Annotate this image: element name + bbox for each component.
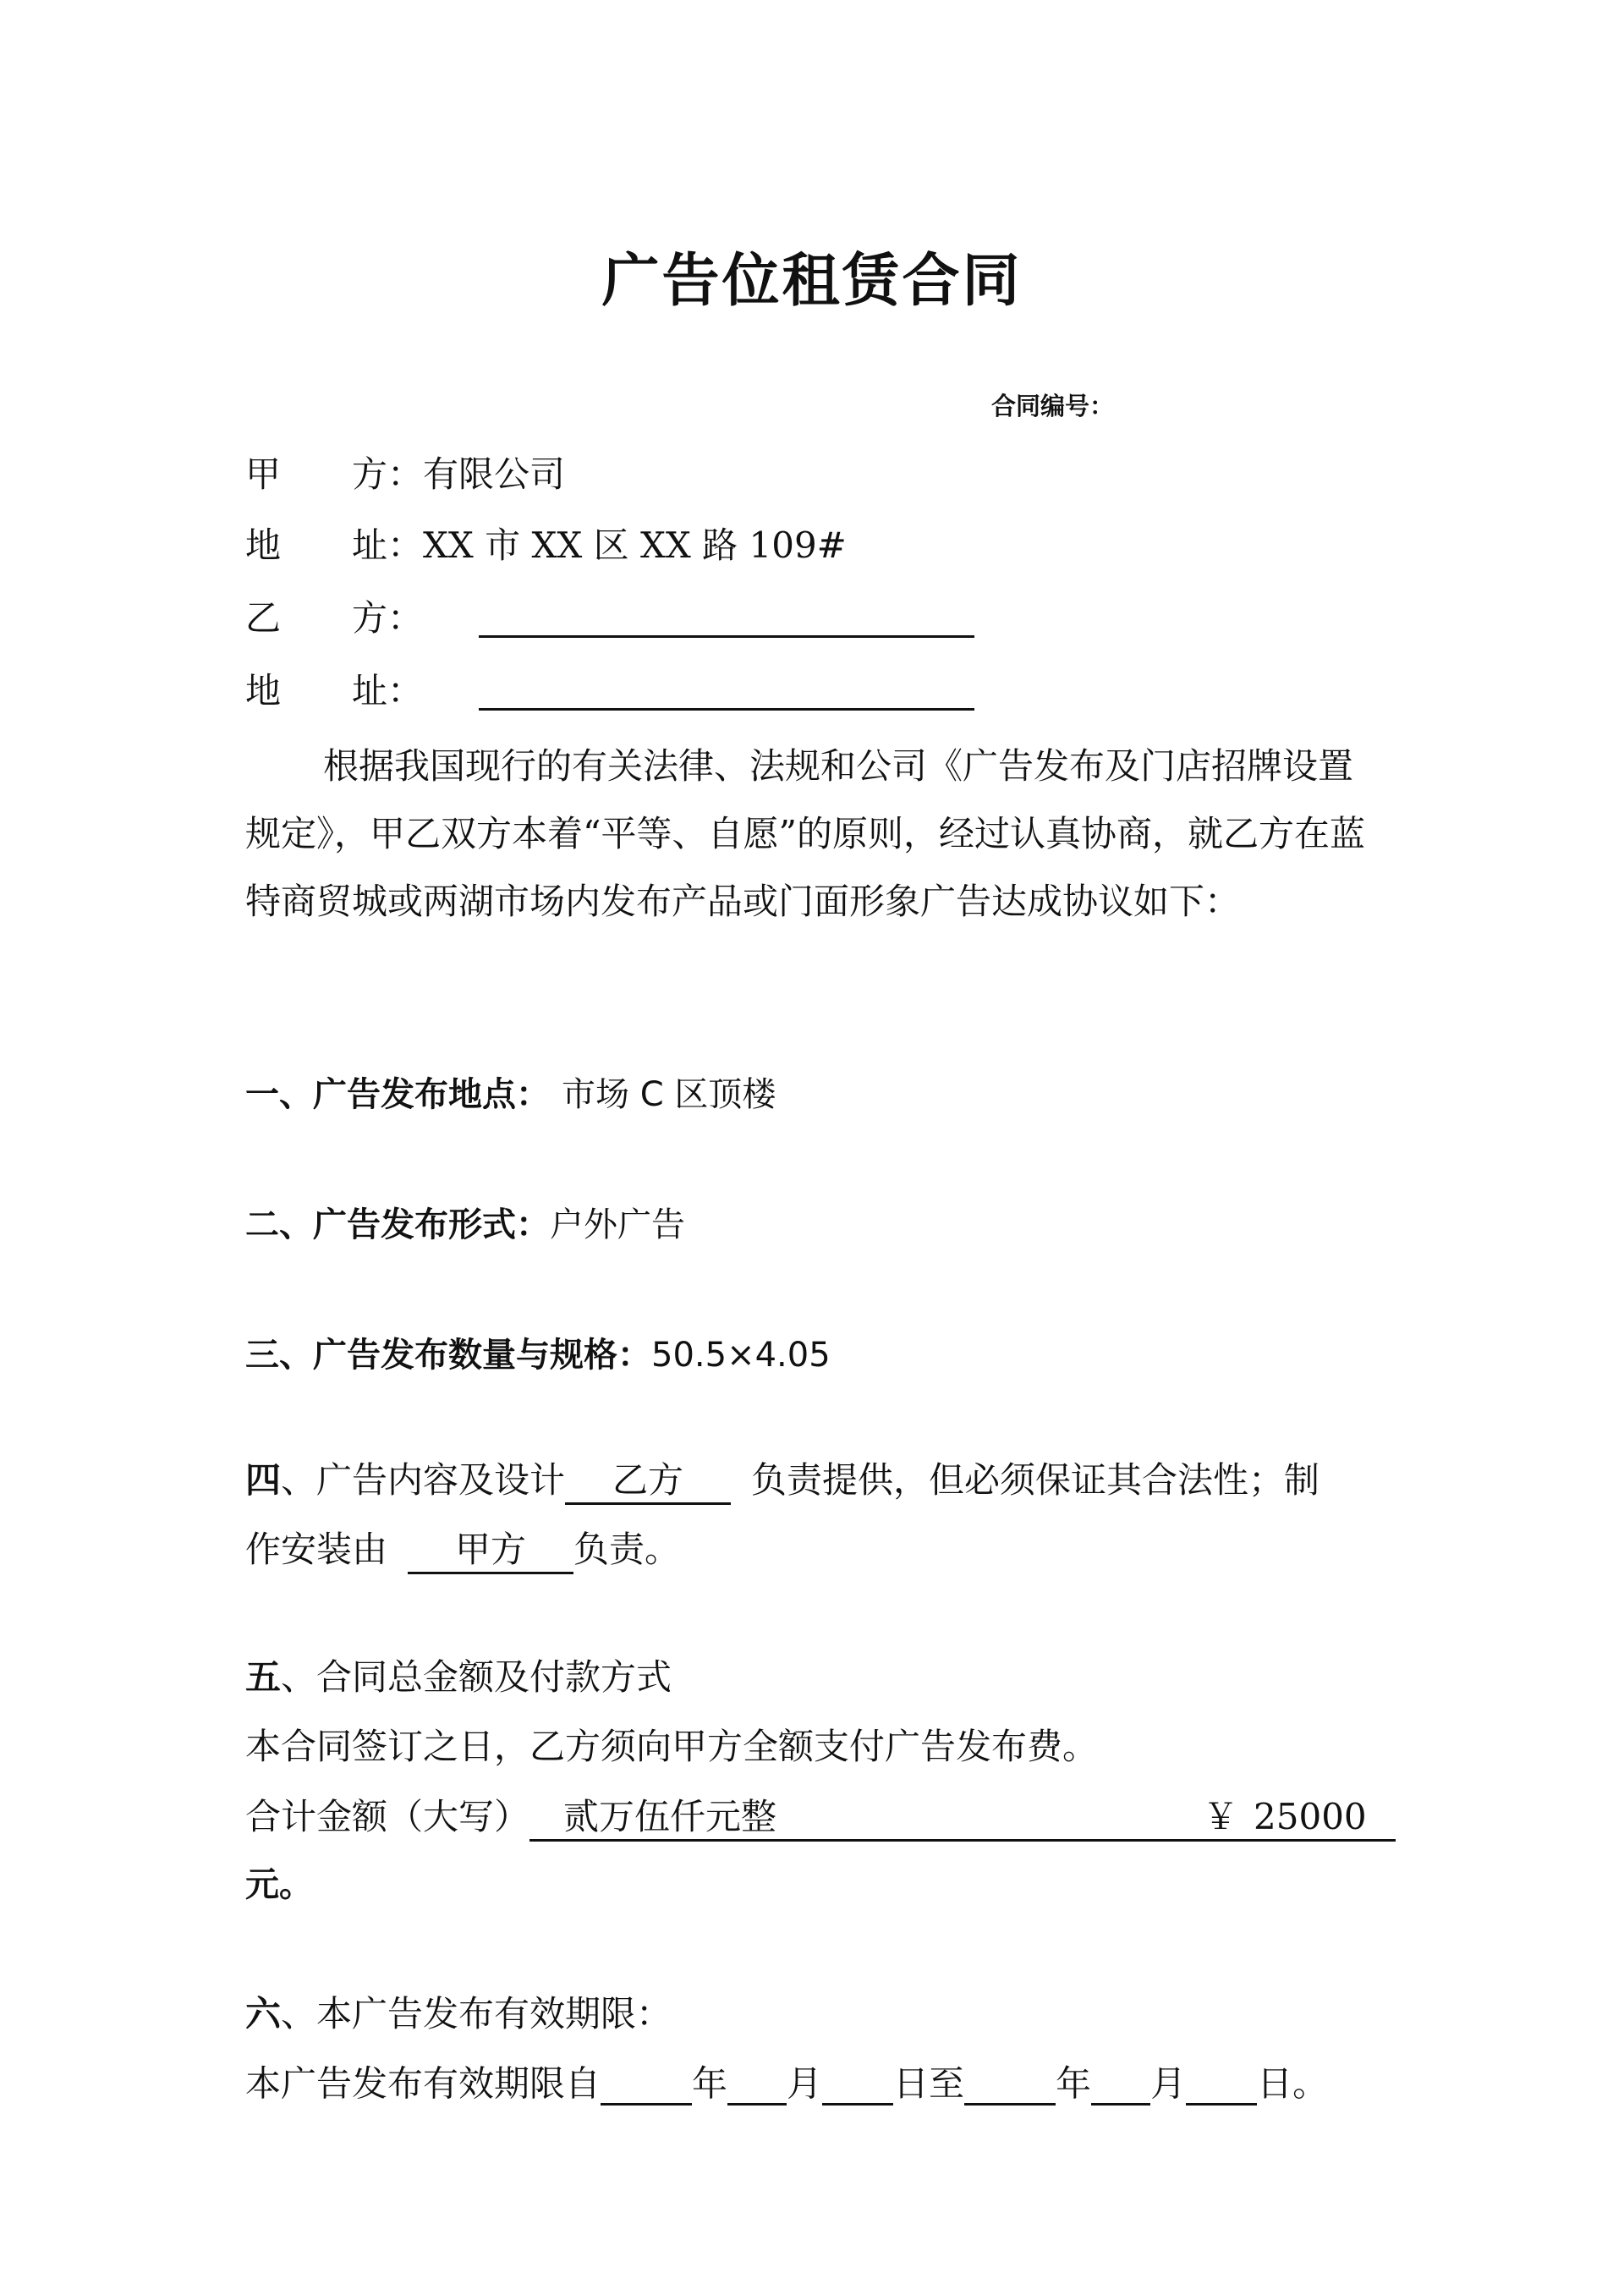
address-a-row (245, 524, 847, 567)
address-b-label: 地 址： (245, 670, 424, 711)
clause-1 (245, 1068, 776, 1116)
clause-6-heading (245, 1993, 672, 2035)
clause-4-install-party: 甲方 (408, 1528, 573, 1574)
clause-5-total-row (245, 1795, 1396, 1842)
start-month-label: 月 (787, 2062, 823, 2105)
intro-paragraph: 根据我国现行的有关法律、法规和公司《广告发布及门店招牌设置规定》，甲乙双方本着“平等、自愿”的原则，经过认真协商，就乙方在蓝特商贸城或两湖市场内发布产品或门面形象广告达成协议如下： (245, 745, 1365, 922)
clause-4-text-b: 负责提供，但必须保证其合法性；制 (751, 1459, 1320, 1501)
party-b-row (245, 597, 423, 640)
clause-5-total-words: 贰万伍仟元整 (563, 1796, 777, 1837)
end-month-blank[interactable] (1091, 2062, 1150, 2106)
clause-6-number: 六 (245, 1993, 282, 2034)
party-a-value: 有限公司 (423, 453, 566, 495)
party-a-label: 甲 方： (245, 453, 424, 495)
clause-4-text-a: 、广告内容及设计 (281, 1459, 566, 1501)
clause-5-total-number: 25000 (1254, 1796, 1367, 1837)
clause-4-number: 四 (245, 1459, 282, 1501)
clause-5-total-label: 合计金额（大写） (245, 1796, 530, 1837)
address-b-row (245, 670, 423, 712)
end-year-blank[interactable] (964, 2062, 1056, 2106)
clause-4-text-d: 负责。 (573, 1529, 681, 1570)
clause-4-line-2 (245, 1528, 680, 1574)
end-day-label: 日。 (1257, 2062, 1329, 2105)
end-day-blank[interactable] (1186, 2062, 1257, 2106)
address-b-blank[interactable] (479, 669, 974, 711)
end-month-label: 月 (1150, 2062, 1187, 2105)
start-day-to-label: 日至 (893, 2062, 965, 2105)
clause-6-heading-text: 、本广告发布有效期限： (281, 1993, 672, 2034)
clause-2 (245, 1198, 685, 1246)
start-year-blank[interactable] (601, 2062, 692, 2106)
clause-4-design-party: 乙方 (565, 1458, 731, 1505)
address-a-value: XX 市 XX 区 XX 路 109# (423, 524, 847, 566)
clause-5-unit: 元。 (245, 1865, 313, 1904)
clause-5-currency: ￥ (1203, 1796, 1239, 1837)
clause-5-total-number-field (1203, 1795, 1396, 1842)
clause-4-line-1 (245, 1458, 1320, 1505)
clause-5-number: 五 (245, 1656, 282, 1698)
clause-3-label: 三、广告发布数量与规格： (245, 1336, 651, 1375)
clause-5-total-words-field (529, 1795, 1203, 1842)
clause-5-heading (245, 1656, 672, 1699)
clause-6-period-row (245, 2062, 1328, 2106)
clause-5-line-1: 本合同签订之日，乙方须向甲方全额支付广告发布费。 (245, 1726, 1099, 1767)
clause-1-label: 一、广告发布地点： (245, 1075, 550, 1114)
clause-6-text-start: 本广告发布有效期限自 (245, 2062, 601, 2105)
clause-2-value: 户外广告 (550, 1205, 685, 1244)
clause-5-heading-text: 、合同总金额及付款方式 (281, 1656, 672, 1698)
page-title: 广告位租赁合同 (601, 248, 1023, 315)
end-year-label: 年 (1056, 2062, 1092, 2105)
clause-1-value: 市场 C 区顶楼 (562, 1075, 776, 1114)
clause-3-value: 50.5×4.05 (651, 1336, 831, 1375)
start-year-label: 年 (692, 2062, 728, 2105)
clause-4-text-c: 作安装由 (245, 1529, 388, 1570)
party-b-blank[interactable] (479, 596, 974, 638)
party-a-row (245, 453, 565, 496)
clause-3 (245, 1328, 831, 1376)
contract-number-label: 合同编号： (991, 392, 1115, 420)
start-month-blank[interactable] (727, 2062, 787, 2106)
start-day-blank[interactable] (822, 2062, 893, 2106)
address-a-label: 地 址： (245, 524, 424, 566)
clause-2-label: 二、广告发布形式： (245, 1205, 550, 1244)
party-b-label: 乙 方： (245, 597, 424, 639)
